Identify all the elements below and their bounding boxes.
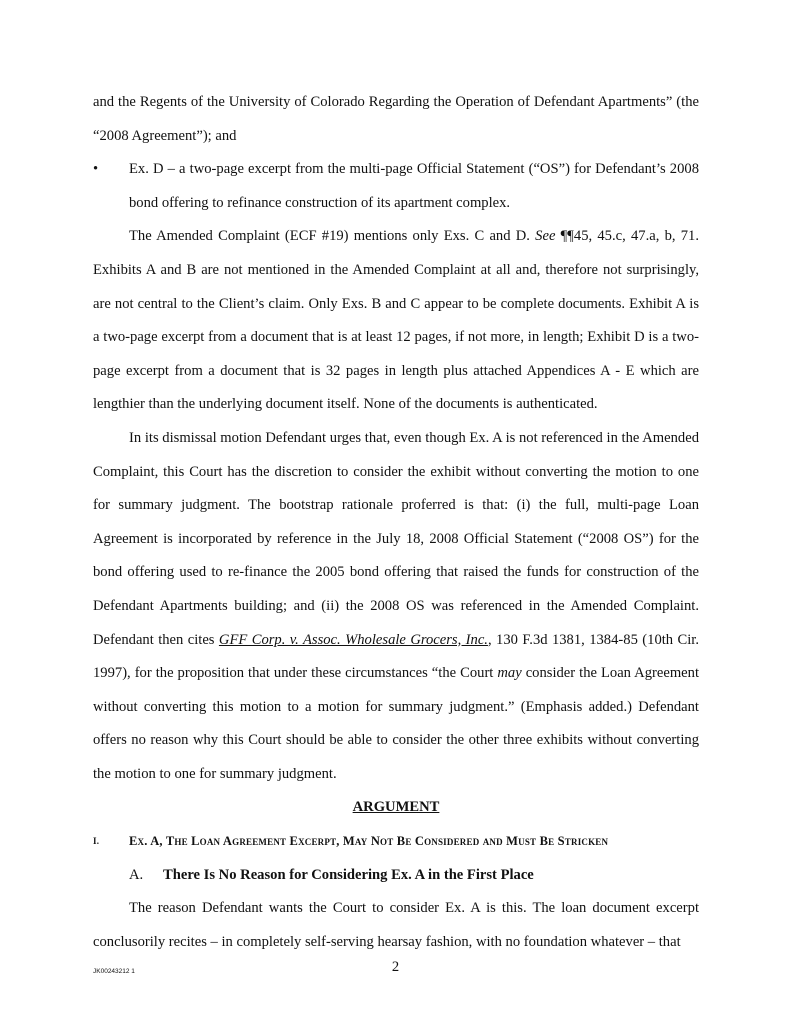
bullet-item: [93, 153, 699, 220]
bullet-mark: •: [93, 161, 99, 178]
case-citation: GFF Corp. v. Assoc. Wholesale Grocers, Inc.: [218, 631, 488, 648]
text-run: , 130 F.3d 1381, 1384-85 (10th Cir. 1997), for the proposition that under these circumstances “the Court: [93, 631, 699, 682]
italic-see: See: [535, 228, 556, 245]
section-heading: [93, 825, 699, 859]
document-id: JK00243212 1: [93, 968, 135, 975]
subsection-title: There Is No Reason for Considering Ex. A in the First Place: [163, 866, 534, 883]
section-title: Ex. A, The Loan Agreement Excerpt, May Not Be Considered and Must Be Stricken: [129, 834, 609, 849]
page-number: 2: [391, 959, 400, 975]
text-run: ¶¶45, 45.c, 47.a, b, 71. Exhibits A and B are not mentioned in the Amended Complaint at all and, therefore not surprisingly, are not central to the Client’s claim. Only Exs. B and C appear to be complete documents. Exhibit A is a two-page excerpt from a document that is at least 12 pages, if not more, in length; Exhibit D is a two-page excerpt from a document that is 32 pages in length plus attached Appendices A - E which are lengthier than the underlying document itself. None of the documents is authenticated.: [93, 228, 699, 413]
text-run: The Amended Complaint (ECF #19) mentions only Exs. C and D.: [129, 228, 536, 245]
bullet-text: Ex. D – a two-page excerpt from the multi-page Official Statement (“OS”) for Defendant’s 2008 bond offering to refinance construction of its apartment complex.: [129, 161, 699, 211]
paragraph-exhibits: [93, 220, 699, 422]
paragraph-continuation: and the Regents of the University of Colorado Regarding the Operation of Defendant Apartments” (the “2008 Agreement”); and: [93, 94, 699, 144]
subsection-heading: [93, 859, 699, 893]
body-text: [93, 86, 699, 959]
subsection-label: A.: [129, 866, 144, 883]
text-run: In its dismissal motion Defendant urges that, even though Ex. A is not referenced in the Amended Complaint, this Court has the discretion to consider the exhibit without converting the motion to one for summary judgment. The bootstrap rationale proferred is that: (i) the full, multi-page Loan Agreement is incorporated by reference in the July 18, 2008 Official Statement (“2008 OS”) for the bond offering used to re-finance the 2005 bond offering that raised the funds for construction of the Defendant Apartments building; and (ii) the 2008 OS was referenced in the Amended Complaint. Defendant then cites: [93, 429, 699, 648]
italic-may: may: [497, 665, 522, 682]
section-number: I.: [93, 836, 100, 847]
paragraph-reason: The reason Defendant wants the Court to consider Ex. A is this. The loan document excerpt conclusorily recites – in completely self-serving hearsay fashion, with no foundation whatever – that: [93, 900, 699, 950]
argument-heading: ARGUMENT: [352, 799, 440, 816]
paragraph-dismissal: [93, 422, 699, 792]
text-run: consider the Loan Agreement without converting this motion to a motion for summary judgment.” (Emphasis added.) Defendant offers no reason why this Court should be able to consider the other three exhibits without converting the motion to one for summary judgment.: [93, 665, 699, 782]
